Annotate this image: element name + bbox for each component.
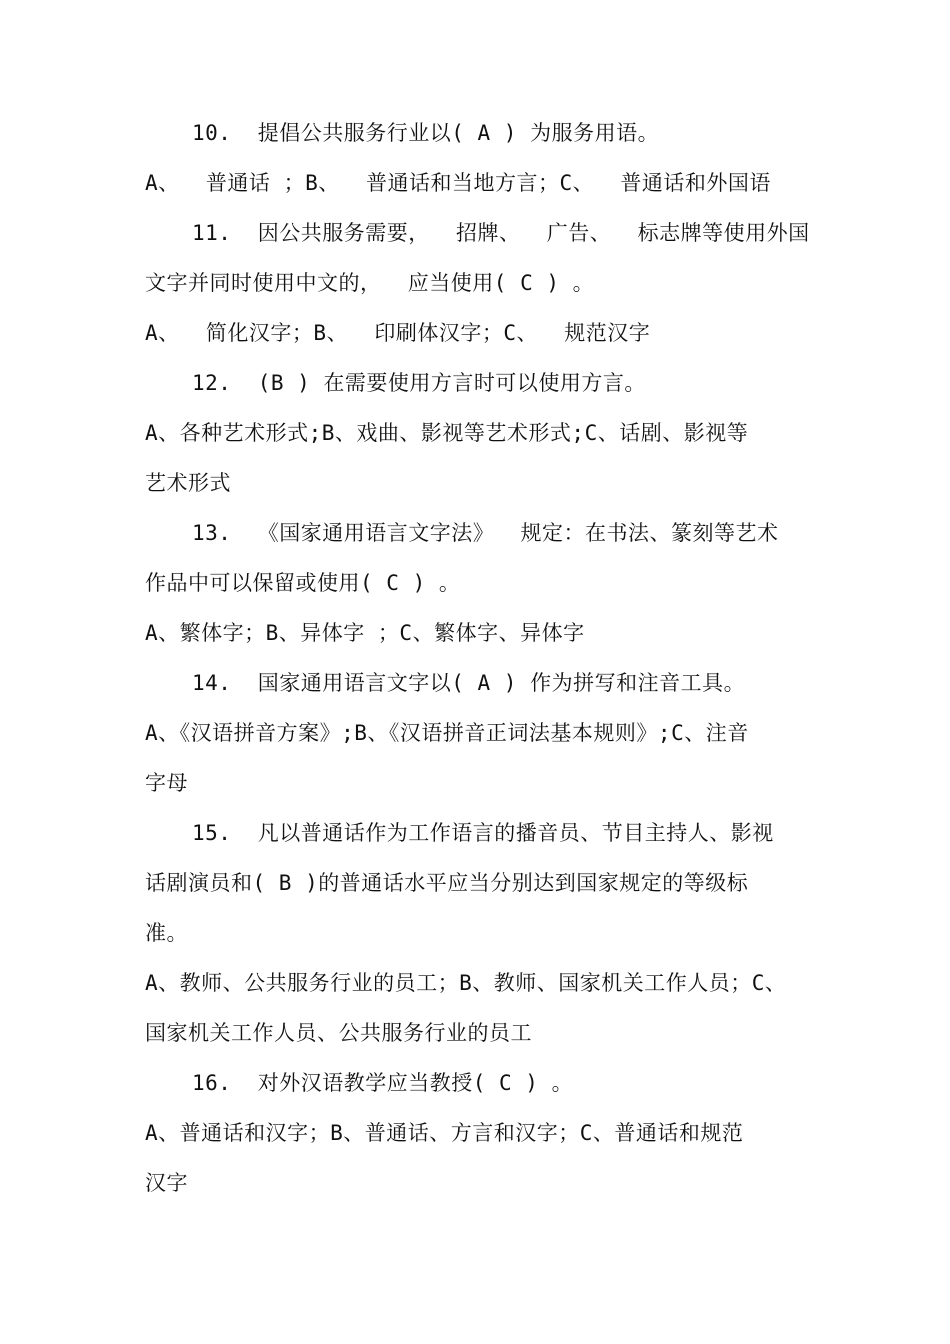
options-14-line-1: A、《汉语拼音方案》;B、《汉语拼音正词法基本规则》;C、注音 xyxy=(145,721,749,745)
options-14-line-2: 字母 xyxy=(145,771,188,795)
options-16-line-1: A、普通话和汉字；B、普通话、方言和汉字；C、普通话和规范 xyxy=(145,1121,744,1145)
options-15-line-1: A、教师、公共服务行业的员工；B、教师、国家机关工作人员；C、 xyxy=(145,971,787,995)
question-11-line-2: 文字并同时使用中文的， 应当使用( C ) 。 xyxy=(145,271,595,295)
question-15-line-1: 15. 凡以普通话作为工作语言的播音员、节目主持人、影视 xyxy=(192,821,774,845)
question-13-line-2: 作品中可以保留或使用( C ) 。 xyxy=(145,571,461,595)
options-15-line-2: 国家机关工作人员、公共服务行业的员工 xyxy=(145,1021,532,1045)
question-16: 16. 对外汉语教学应当教授( C ) 。 xyxy=(192,1071,574,1095)
options-13: A、繁体字；B、异体字 ；C、繁体字、异体字 xyxy=(145,621,585,645)
options-10: A、 普通话 ；B、 普通话和当地方言；C、 普通话和外国语 xyxy=(145,171,771,195)
question-13-line-1: 13. 《国家通用语言文字法》 规定：在书法、篆刻等艺术 xyxy=(192,521,779,545)
options-16-line-2: 汉字 xyxy=(145,1171,188,1195)
question-10: 10. 提倡公共服务行业以( A ) 为服务用语。 xyxy=(192,121,660,145)
question-14: 14. 国家通用语言文字以( A ) 作为拼写和注音工具。 xyxy=(192,671,746,695)
options-12-line-2: 艺术形式 xyxy=(145,471,231,495)
question-15-line-3: 准。 xyxy=(145,921,188,945)
question-11-line-1: 11. 因公共服务需要， 招牌、 广告、 标志牌等使用外国 xyxy=(192,221,810,245)
question-12: 12. (B ) 在需要使用方言时可以使用方言。 xyxy=(192,371,646,395)
question-15-line-2: 话剧演员和( B )的普通话水平应当分别达到国家规定的等级标 xyxy=(145,871,749,895)
options-12-line-1: A、各种艺术形式;B、戏曲、影视等艺术形式;C、话剧、影视等 xyxy=(145,421,749,445)
options-11: A、 简化汉字；B、 印刷体汉字；C、 规范汉字 xyxy=(145,321,651,345)
